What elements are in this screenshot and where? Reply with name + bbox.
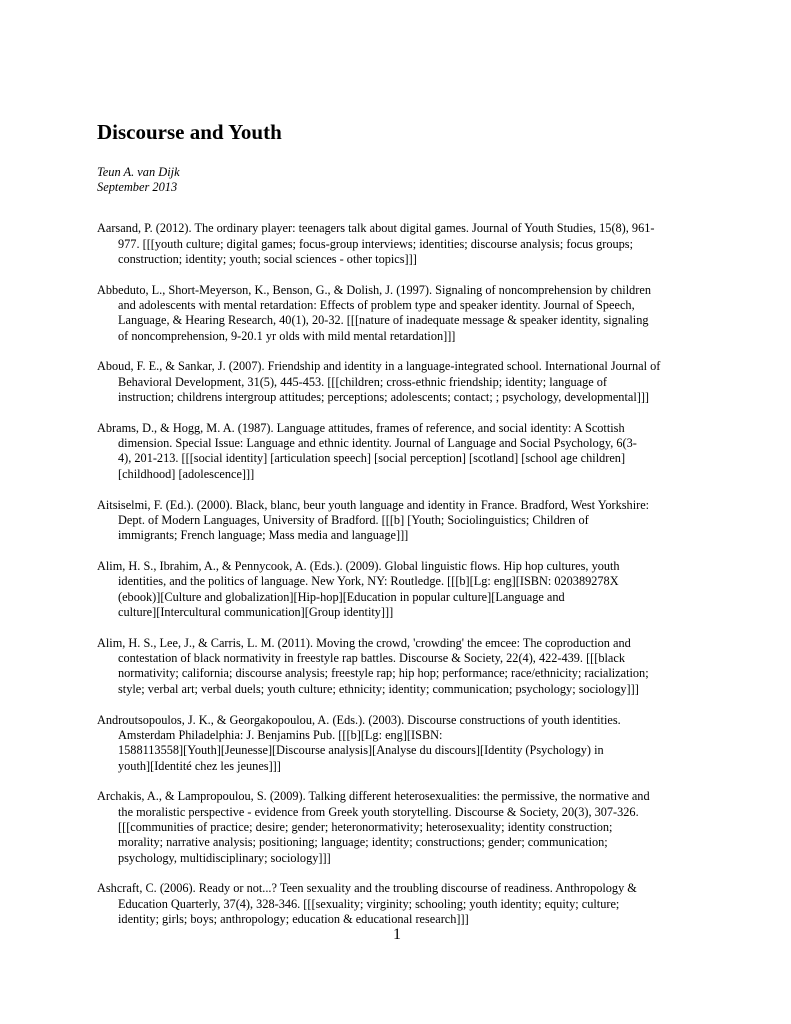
reference-entry: Alim, H. S., Lee, J., & Carris, L. M. (2011). Moving the crowd, 'crowding' the emcee: The coproduction and contestation of black normativity in freestyle rap battles. Discourse & Society, 22(4), 422-439. [[[black normativity; california; discourse analysis; freestyle rap; hip hop; performance; race/ethnicity; racialization; style; verbal art; verbal duels; youth culture; ethnicity; identity; communication; psychology; sociology]]] bbox=[97, 635, 649, 696]
reference-entry: Aboud, F. E., & Sankar, J. (2007). Friendship and identity in a language-integrated school. International Journal of Behavioral Development, 31(5), 445-453. [[[children; cross-ethnic friendship; identity; language of instruction; childrens intergroup attitudes; perceptions; adolescents; contact; ; psychology, developmental]]] bbox=[97, 359, 661, 405]
document-title: Discourse and Youth bbox=[97, 120, 282, 144]
document-page bbox=[97, 118, 697, 943]
reference-entry: Archakis, A., & Lampropoulou, S. (2009). Talking different heterosexualities: the permissive, the normative and the moralistic perspective - evidence from Greek youth storytelling. Discourse & Society, 20(3), 307-326. [[[communities of practice; desire; gender; heteronormativity; heterosexuality; identity construction; morality; narrative analysis; positioning; language; identity; constructions; gender; communication; psychology, multidisciplinary; sociology]]] bbox=[97, 789, 650, 865]
reference-entry: Aarsand, P. (2012). The ordinary player: teenagers talk about digital games. Journal of Youth Studies, 15(8), 961- 977. [[[youth culture; digital games; focus-group interviews; identities; discourse analysis; focus groups; construction; identity; youth; social sciences - other topics]]] bbox=[97, 221, 655, 266]
document-meta bbox=[97, 165, 697, 194]
document-date: September 2013 bbox=[97, 179, 178, 194]
reference-list bbox=[97, 221, 697, 927]
page-number: 1 bbox=[393, 926, 401, 943]
reference-entry: Androutsopoulos, J. K., & Georgakopoulou, A. (Eds.). (2003). Discourse constructions of youth identities. Amsterdam Philadelphia: J. Benjamins Pub. [[[b][Lg: eng][ISBN: 1588113558][Youth][Jeunesse][Discourse analysis][Analyse du discours][Identity (Psychology) in youth][Identité chez les jeunes]]] bbox=[97, 712, 621, 773]
reference-entry: Abbeduto, L., Short-Meyerson, K., Benson, G., & Dolish, J. (1997). Signaling of noncomprehension by children and adolescents with mental retardation: Effects of problem type and speaker identity. Journal of Speech, Language, & Hearing Research, 40(1), 20-32. [[[nature of inadequate message & speaker identity, signaling of noncomprehension, 9-20.1 yr olds with mild mental retardation]]] bbox=[97, 282, 651, 343]
reference-entry: Abrams, D., & Hogg, M. A. (1987). Language attitudes, frames of reference, and social identity: A Scottish dimension. Special Issue: Language and ethnic identity. Journal of Language and Social Psychology, 6(3- 4), 201-213. [[[social identity] [articulation speech] [social perception] [scotland] [school age children] [childhood] [adolescence]]] bbox=[97, 420, 637, 481]
reference-entry: Alim, H. S., Ibrahim, A., & Pennycook, A. (Eds.). (2009). Global linguistic flows. Hip hop cultures, youth identities, and the politics of language. New York, NY: Routledge. [[[b][Lg: eng][ISBN: 020389278X (ebook)][Culture and globalization][Hip-hop][Education in popular culture][Language and culture][Intercultural communication][Group identity]]] bbox=[97, 558, 620, 620]
reference-entry: Aitsiselmi, F. (Ed.). (2000). Black, blanc, beur youth language and identity in France. Bradford, West Yorkshire: Dept. of Modern Languages, University of Bradford. [[[b] [Youth; Sociolinguistics; Children of immigrants; French language; Mass media and language]]] bbox=[97, 497, 650, 543]
reference-entry: Ashcraft, C. (2006). Ready or not...? Teen sexuality and the troubling discourse of readiness. Anthropology & Education Quarterly, 37(4), 328-346. [[[sexuality; virginity; schooling; youth identity; equity; culture; identity; girls; boys; anthropology; education & educational research]]] bbox=[97, 881, 637, 927]
author-name: Teun A. van Dijk bbox=[97, 165, 180, 179]
